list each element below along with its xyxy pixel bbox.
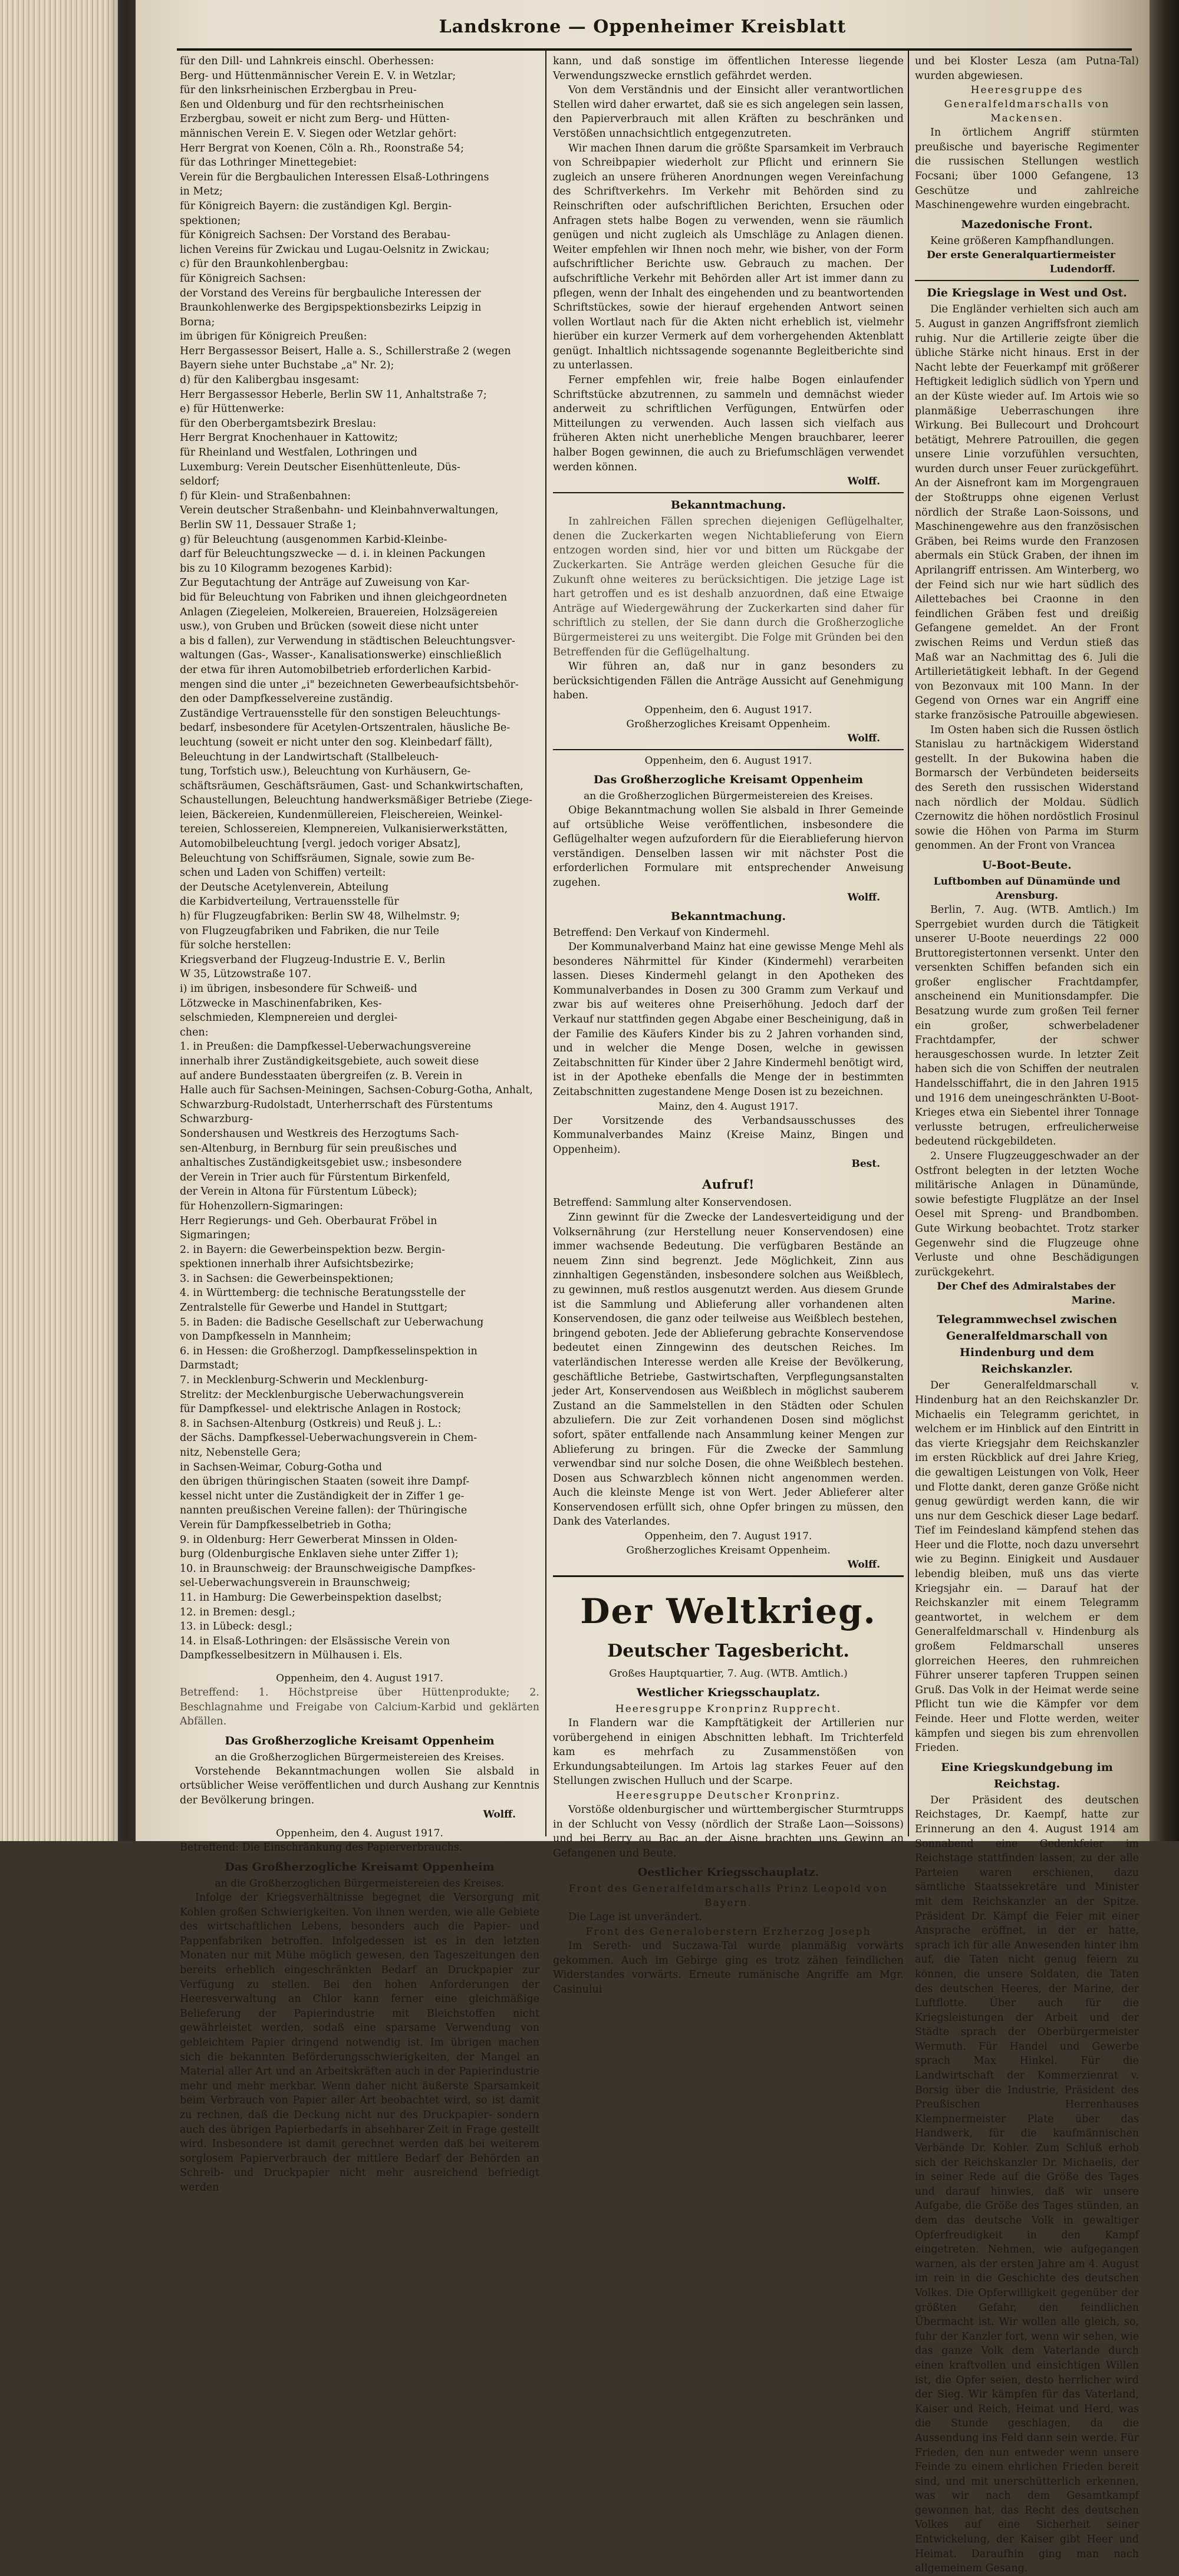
regulation-line: 11. in Hamburg: Die Gewerbeinspektion daselbst; xyxy=(180,1591,442,1604)
regulation-line: leuchtung (soweit er nicht unter den sog. Kleinbedarf fällt), xyxy=(180,736,493,748)
regulation-line: Beleuchtung in der Landwirtschaft (Stallbeleuch- xyxy=(180,751,439,763)
article-title: Telegrammwechsel zwischen Generalfeldmarschall von Hindenburg und dem Reichskanzler. xyxy=(937,1313,1117,1376)
regulation-line: selschmieden, Klempnereien und derglei- xyxy=(180,1012,398,1024)
regulation-line: für den Oberbergamtsbezirk Breslau: xyxy=(180,417,377,430)
paragraph: Von dem Verständnis und der Einsicht aller verantwortlichen Stellen wird daher erwartet, daß sie es sich angelegen sein lassen, den Papierverbrauch mit allen Kräften zu beschränken und Verstößen unnachsichtlich entgegenzutreten. xyxy=(553,84,904,140)
divider xyxy=(915,280,1139,281)
regulation-line: Verein für die Bergbaulichen Interessen Elsaß-Lothringens xyxy=(180,171,489,183)
regulation-line: tereien, Schlossereien, Klempnereien, Vulkanisierwerkstätten, xyxy=(180,823,508,836)
regulation-line: der Verein in Trier auch für Fürstentum Birkenfeld, xyxy=(180,1171,450,1183)
regulation-line: im übrigen für Königreich Preußen: xyxy=(180,331,367,343)
regulation-line: i) im übrigen, insbesondere für Schweiß- und xyxy=(180,983,417,995)
notice-title: Das Großherzogliche Kreisamt Oppenheim xyxy=(225,1861,495,1874)
regulation-line: der etwa für ihren Automobilbetrieb erforderlichen Karbid- xyxy=(180,664,491,676)
column-2 xyxy=(553,54,904,1996)
report-text: Keine größeren Kampfhandlungen. xyxy=(930,235,1114,247)
regulation-line: a bis d fallen), zur Verwendung in städtischen Beleuchtungsver- xyxy=(180,635,515,647)
divider xyxy=(553,749,904,750)
regulation-line: schen und Laden von Schiffen) verteilt: xyxy=(180,867,386,879)
front-title: Mazedonische Front. xyxy=(961,217,1093,231)
authority: Der Vorsitzende des Verbandsausschusses des Kommunalverbandes Mainz (Kreise Mainz, Bingen und Oppenheim). xyxy=(553,1114,904,1156)
divider xyxy=(553,1575,904,1577)
regulation-line: lichen Vereins für Zwickau und Lugau-Oelsnitz in Zwickau; xyxy=(180,243,490,256)
regulation-line: Darmstadt; xyxy=(180,1360,239,1372)
regulation-line: kessel nicht unter die Zuständigkeit der in Ziffer 1 ge- xyxy=(180,1490,465,1502)
front-title: Oestlicher Kriegsschauplatz. xyxy=(637,1866,819,1879)
article-text: Berlin, 7. Aug. (WTB. Amtlich.) Im Sperrgebiet wurden durch die Tätigkeit unserer U-Boote neuerdings 22 000 Bruttoregistertonnen versenkt. Unter den versenkten Schiffen befanden sich ein großer englischer Frachtdampfer, anscheinend ein Munitionsdampfer. Die Besatzung wurde zum großen Teil ferner ein großer, schwerbeladener Frachtdampfer, der schwer herausgeschossen wurde. In letzter Zeit haben sich die von Schiffen der neutralen Handelsschiffahrt, die in den Jahren 1915 und 1916 dem uneingeschränkten U-Boot-Krieges etwa ein Siebentel ihrer Tonnage verlusste betrugen, erfreulicherweise bedeutend rückgebildeten. xyxy=(915,903,1139,1148)
regulation-line: leien, Bäckereien, Kundenmüllereien, Fleischereien, Weinkel- xyxy=(180,809,503,821)
regulation-line: 3. in Sachsen: die Gewerbeinspektionen; xyxy=(180,1272,394,1285)
regulation-line: 8. in Sachsen-Altenburg (Ostkreis) und Reuß j. L.: xyxy=(180,1417,442,1430)
regulation-line: ßen und Oldenburg und für den rechtsrheinischen xyxy=(180,98,444,111)
regulation-line: Automobilbeleuchtung [vergl. jedoch voriger Absatz], xyxy=(180,838,461,850)
signature: Der erste Generalquartiermeister Ludendorff. xyxy=(926,249,1115,276)
regulation-line: W 35, Lützowstraße 107. xyxy=(180,968,311,981)
appeal-title: Aufruf! xyxy=(702,1177,755,1192)
regulation-line: die Karbidverteilung, Vertrauensstelle für xyxy=(180,896,399,908)
report-text: In örtlichem Angriff stürmten preußische und bayerische Regimenter die russischen Stellungen westlich Focsani; über 1000 Gefangene, 13 Geschütze und zahlreiche Maschinengewehre wurden eingebracht. xyxy=(915,127,1139,212)
regulation-line: 2. in Bayern: die Gewerbeinspektion bezw. Bergin- xyxy=(180,1244,446,1256)
regulation-line: Schwarzburg-Rudolstadt, Unterherrschaft des Fürstentums Schwarzburg- xyxy=(180,1099,493,1126)
report-text: Im Sereth- und Suczawa-Tal wurde planmäßig vorwärts gekommen. Auch im Gebirge ging es trotz zähen feindlichen Widerstandes vorwärts. Erneute rumänische Angriffe am Mgr. Casinului xyxy=(553,1940,904,1996)
paragraph: Ferner empfehlen wir, freie halbe Bogen einlaufender Schriftstücke abzutrennen, zu sammeln und demnächst wieder anderweit zu schriftlichen Verfügungen, Entwürfen oder Mitteilungen zu verwenden. Auch lassen sich vielfach aus früheren Akten nicht unerhebliche Mengen brauchbarer, leerer halber Bogen gewinnen, die auch zu Briefumschlägen verwendet werden können. xyxy=(553,374,904,473)
regulation-line: Herr Bergrat Knochenhauer in Kattowitz; xyxy=(180,432,399,444)
notice-recipients: an die Großherzoglichen Bürgermeistereien des Kreises. xyxy=(584,790,873,802)
notice-title: Das Großherzogliche Kreisamt Oppenheim xyxy=(225,1734,495,1747)
weltkrieg-heading: Der Weltkrieg. xyxy=(580,1591,877,1632)
appeal-text: Zinn gewinnt für die Zwecke der Landesverteidigung und der Volksernährung (zur Herstellung neuer Konservendosen) eine immer wachsende Bedeutung. Die verfügbaren Bestände an neuem Zinn sind begrenzt. Jede Möglichkeit, Zinn aus zinnhaltigen Gegenständen, insbesondere solchen aus Weißblech, zu gewinnen, muß restlos ausgenutzt werden. Aus diesem Grunde ist die Sammlung und Ablieferung aller vorhandenen alten Konservendosen, die ganz oder teilweise aus Weißblech bestehen, bringend geboten. Jede der Ablieferung gebrachte Konservendose bedeutet einen Zinngewinn des deutschen Reiches. Im vaterländischen Interesse werden alle Kreise der Bevölkerung, geschäftliche Betriebe, Gastwirtschaften, Verpflegungsanstalten jeder Art, Konservendosen aus Weißblech in möglichst sauberem Zustand an die Sammelstellen in den Städten oder Schulen abzuliefern. Die zur Zeit vorhandenen Dosen sind möglichst sofort, später entfallende nach Ansammlung keiner Mengen zur Ablieferung zu bringen. Für die Zwecke der Sammlung verwendbar sind nur solche Dosen, die ohne Weißblech bestehen. Dosen aus Schwarzblech können nicht angenommen werden. Auch die kleinste Menge ist von Wert. Jeder Ablieferer alter Konservendosen erfüllt sich, ohne Opfer bringen zu müssen, den Dank des Vaterlandes. xyxy=(553,1212,904,1528)
regulation-line: Verein deutscher Straßenbahn- und Kleinbahnverwaltungen, xyxy=(180,504,499,517)
regulation-line: für solche herstellen: xyxy=(180,939,291,952)
regulation-line: Beleuchtung von Schiffsräumen, Signale, sowie zum Be- xyxy=(180,852,475,865)
regulation-line: innerhalb ihrer Zuständigkeitsgebiete, auch soweit diese xyxy=(180,1055,479,1067)
regulation-line: darf für Beleuchtungszwecke — d. i. in kleinen Packungen xyxy=(180,548,486,560)
regulation-line: für den linksrheinischen Erzbergbau in Preu- xyxy=(180,84,417,97)
regulation-line: mengen sind die unter „i" bezeichneten Gewerbeaufsichtsbehör- xyxy=(180,678,519,691)
regulation-line: anhaltisches Zuständigkeitsgebiet usw.; insbesondere xyxy=(180,1157,462,1169)
column-rule-1 xyxy=(545,51,546,1836)
regulation-line: bis zu 10 Kilogramm bezogenes Karbid): xyxy=(180,562,393,575)
army-group: Front des Generaloberstern Erzherzog Joseph xyxy=(585,1926,871,1938)
regulation-line: 7. in Mecklenburg-Schwerin und Mecklenburg- xyxy=(180,1374,428,1387)
regulation-line: nannten preußischen Vereine fallen): der Thüringische xyxy=(180,1505,467,1517)
dateline: Mainz, den 4. August 1917. xyxy=(658,1100,799,1113)
notice-title: Das Großherzogliche Kreisamt Oppenheim xyxy=(593,773,864,786)
newspaper-page xyxy=(136,0,1150,2575)
regulation-line: bid für Beleuchtung von Fabriken und ihnen gleichgeordneten xyxy=(180,591,508,603)
regulation-line: Lötzwecke in Maschinenfabriken, Kes- xyxy=(180,997,382,1010)
notice-text: Vorstehende Bekanntmachungen wollen Sie alsbald in ortsüblicher Weise veröffentlichen und durch Aushang zur Kenntnis der Bevölkerung bringen. xyxy=(180,1765,539,1806)
regulation-line: 13. in Lübeck: desgl.; xyxy=(180,1621,292,1633)
regulation-line: nitz, Nebenstelle Gera; xyxy=(180,1447,301,1459)
signature: Der Chef des Admiralstabes der Marine. xyxy=(937,1281,1115,1307)
regulation-list xyxy=(180,54,539,1663)
article-text: 2. Unsere Flugzeuggeschwader an der Ostfront belegten in der letzten Woche militärische Anlagen in Dünamünde, sowie befestigte Flugplätze an der Insel Oesel mit Spreng- und Brandbomben. Gute Wirkung beobachtet. Trotz starker Gegenwehr sind die Flugzeuge ohne Verluste und ohne Beschädigungen zurückgekehrt. xyxy=(915,1150,1139,1278)
dateline: Oppenheim, den 6. August 1917. xyxy=(644,754,812,767)
regulation-line: Herr Regierungs- und Geh. Oberbaurat Fröbel in xyxy=(180,1215,437,1227)
regulation-line: bedarf, insbesondere für Acetylen-Ortszentralen, häusliche Be- xyxy=(180,722,511,734)
regulation-line: waltungen (Gas-, Wasser-, Kanalisationswerke) einschließlich xyxy=(180,649,502,662)
regulation-line: Sondershausen und Westkreis des Herzogtums Sach- xyxy=(180,1127,459,1140)
signature: Wolff. xyxy=(483,1809,516,1821)
regulation-line: Sigmaringen; xyxy=(180,1229,251,1242)
report-text: In Flandern war die Kampftätigkeit der Artillerien nur vorübergehend in einigen Abschnitten lebhaft. Im Trichterfeld kam es mehrfach zu Zusammenstößen von Erkundungsabteilungen. Im Artois lag starkes Feuer auf den Stellungen zwischen Hulluch und der Scarpe. xyxy=(553,1717,904,1787)
article-title: U-Boot-Beute. xyxy=(982,858,1072,872)
army-group: Heeresgruppe des Generalfeldmarschalls von Mackensen. xyxy=(944,84,1110,125)
regulation-line: sen-Altenburg, in Bernburg für sein preußisches und xyxy=(180,1142,457,1155)
regulation-line: von Flugzeugfabriken und Fabriken, die nur Teile xyxy=(180,925,440,937)
signature: Wolff. xyxy=(847,476,880,488)
signature: Wolff. xyxy=(847,732,880,744)
regulation-line: Berlin SW 11, Dessauer Straße 1; xyxy=(180,519,357,531)
announcement-text: Der Kommunalverband Mainz hat eine gewisse Menge Mehl als besonderes Nährmittel für Kinder (Kindermehl) verarbeiten lassen. Dieses Kindermehl gelangt in den Apotheken des Kommunalverbandes in Dosen zu 300 Gramm zum Verkauf und zwar bis auf weiteres ohne Preiserhöhung. Jedoch darf der Verkauf nur stattfinden gegen Abgabe einer Bescheinigung, daß in der Familie des Käufers Kinder bis zu 2 Jahren vorhanden sind, und in welcher die Menge Dosen, welche in gewissen Zeitabschnitten für Kinder über 2 Jahre Kindermehl benötigt wird, ist in der Apotheke ebenfalls die Menge der in bestimmten Zeitabschnitten zugestandene Menge Dosen ist zu bezeichnen. xyxy=(553,941,904,1099)
regulation-line: spektionen innerhalb ihrer Aufsichtsbezirke; xyxy=(180,1258,414,1271)
tagesbericht-heading: Deutscher Tagesbericht. xyxy=(607,1641,849,1662)
announcement-title: Bekanntmachung. xyxy=(670,909,786,923)
masthead-rule xyxy=(177,48,1132,51)
regulation-line: Braunkohlenwerke des Bergipspektionsbezirks Leipzig in xyxy=(180,302,482,314)
regulation-line: 10. in Braunschweig: der Braunschweigische Dampfkes- xyxy=(180,1562,476,1575)
article-title: Eine Kriegskundgebung im Reichstag. xyxy=(941,1760,1113,1790)
regulation-line: 5. in Baden: die Badische Gesellschaft zur Ueberwachung xyxy=(180,1316,484,1328)
authority: Großherzogliches Kreisamt Oppenheim. xyxy=(626,1545,831,1557)
regulation-line: Zentralstelle für Gewerbe und Handel in Stuttgart; xyxy=(180,1302,448,1314)
subject-line: Betreffend: Sammlung alter Konservendosen. xyxy=(553,1197,792,1209)
regulation-line: der Deutsche Acetylenverein, Abteilung xyxy=(180,881,389,893)
regulation-line: der Vorstand des Vereins für bergbauliche Interessen der xyxy=(180,287,481,299)
regulation-line: den übrigen thüringischen Staaten (soweit ihre Dampf- xyxy=(180,1476,470,1488)
signature: Wolff. xyxy=(847,891,880,903)
regulation-line: auf andere Bundesstaaten übergreifen (z. B. Verein in xyxy=(180,1070,463,1082)
report-text: Vorstöße oldenburgischer und württembergischer Sturmtrupps in der Schlucht von Vessy (nördlich der Straße Laon—Soissons) und bei Berry au Bac an der Aisne brachten uns Gewinn an Gefangenen und Beute. xyxy=(553,1804,904,1859)
regulation-line: tung, Torfstich usw.), Beleuchtung von Kurhäusern, Ge- xyxy=(180,766,471,778)
book-fore-edge xyxy=(0,0,118,1841)
regulation-line: usw.), von Gruben und Brücken (soweit diese nicht unter xyxy=(180,621,479,633)
regulation-line: Schaustellungen, Beleuchtung handwerksmäßiger Betriebe (Ziege- xyxy=(180,794,533,807)
regulation-line: in Metz; xyxy=(180,186,223,198)
regulation-line: für Dampfkessel- und elektrische Anlagen in Rostock; xyxy=(180,1403,462,1416)
dateline: Oppenheim, den 4. August 1917. xyxy=(276,1672,443,1684)
regulation-line: Zur Begutachtung der Anträge auf Zuweisung von Kar- xyxy=(180,577,470,589)
regulation-line: der Sächs. Dampfkessel-Ueberwachungsverein in Chem- xyxy=(180,1432,477,1444)
article-subtitle: Luftbomben auf Dünamünde und Arensburg. xyxy=(933,875,1121,902)
regulation-line: chen: xyxy=(180,1026,209,1038)
regulation-line: der Verein in Altona für Fürstentum Lübeck); xyxy=(180,1186,417,1198)
regulation-line: Zuständige Vertrauensstelle für den sonstigen Beleuchtungs- xyxy=(180,707,501,720)
regulation-line: schäftsräumen, Geschäftsräumen, Gast- und Schankwirtschaften, xyxy=(180,780,523,792)
regulation-line: Borna; xyxy=(180,316,215,328)
regulation-line: Anlagen (Ziegeleien, Molkereien, Brauereien, Holzsägereien xyxy=(180,606,498,618)
notice-recipients: an die Großherzoglichen Bürgermeistereien des Kreises. xyxy=(215,1751,505,1763)
regulation-line: f) für Klein- und Straßenbahnen: xyxy=(180,490,351,502)
regulation-line: c) für den Braunkohlenbergbau: xyxy=(180,258,349,271)
regulation-line: für Rheinland und Westfalen, Lothringen und xyxy=(180,447,417,459)
regulation-line: sel-Ueberwachungsverein in Braunschweig; xyxy=(180,1577,411,1589)
article-text: Der Präsident des deutschen Reichstages, Dr. Kaempf, hatte zur Erinnerung an den 4. August 1914 am Sonnabend eine Gedenkfeier im Reichstage stattfinden lassen, zu der alle Parteien waren erschienen, dazu sämtliche Staatssekretäre und Minister mit dem Reichskanzler an der Spitze. Präsident Dr. Kämpf die Feier mit einer Ansprache eröffnet, in der er hatte, sprach ich für alle Anwesenden hinter ihm auf, die Taten nicht genug feiern zu können, die unsere Soldaten, die Taten des deutschen Heeres, der Marine, der Luftflotte. Über auch für die Kriegsleistungen der Arbeit und der Städte sprach der Oberbürgermeister Wermuth. Für Handel und Gewerbe sprach Max Hinkel. Für die Landwirtschaft der Kommerzienrat v. Borsig über die Industrie, Präsident des Preußischen Herrenhauses Klempnermeister Plate über das Handwerk, für die kaufmännischen Verbände Dr. Kohler. Zum Schluß erhob sich der Reichskanzler Dr. Michaelis, der in seiner Rede auf die Größe des Tages und darauf hinwies, daß wir unsere Aufgabe, die Größe des Tages stünden, an dem das deutsche Volk in gewaltiger Opferfreudigkeit in den Kampf eingetreten. Nehmen, wie aufgegangen warnen, als der ersten Jahre am 4. August im rein in die Geschichte des deutschen Volkes. Die Opferwilligkeit gegenüber der größten Gefahr, den feindlichen Übermacht ist. Wir wollen alle gleich, so, fuhr der Kanzler fort, wenn wir sehen, wie das ganze Volk dem Vaterlande durch einen kraftvollen und einsichtigen Willen ist, die Opfer seien, desto herrlicher wird der Sieg. Wir kämpfen für das Vaterland, Kaiser und Reich, Heimat und Herd, was die Stunde geschlagen, da die Aussendung ins Feld dann sein werde. Für Frieden, den nun entweder wenn unsere Feinde zu einem ehrlichen Frieden bereit sind, und mit unerschütterlich erkennen, was wir nach dem Gesamtkampf gewonnen hat, das Recht des deutschen Volkes auf eine Sicherheit seiner Entwickelung, der Kaiser gibt Heer und Heimat. Daraufhin ging man nach allgemeinem Gesang. xyxy=(915,1794,1139,2575)
regulation-line: in Sachsen-Weimar, Coburg-Gotha und xyxy=(180,1461,383,1473)
regulation-line: Dampfkesselbesitzern in Mülhausen i. Els. xyxy=(180,1650,403,1662)
regulation-line: Kriegsverband der Flugzeug-Industrie E. V., Berlin xyxy=(180,954,446,966)
article-text: Im Osten haben sich die Russen östlich Stanislau zu hartnäckigem Widerstand gestellt. In der Bukowina haben die Bormarsch der Verbündeten beiderseits des Sereth den russischen Widerstand nach nördlich der Moldau. Südlich Czernowitz die höhen nordöstlich Frosinul sowie die Höhen von Parma im Sturm genommen. An der Front von Vrancea xyxy=(915,724,1139,852)
regulation-line: Luxemburg: Verein Deutscher Eisenhüttenleute, Düs- xyxy=(180,461,460,473)
divider xyxy=(553,492,904,493)
regulation-line: den oder Dampfkesselvereine zuständig. xyxy=(180,693,393,705)
regulation-line: Herr Bergassessor Beisert, Halle a. S., Schillerstraße 2 (wegen xyxy=(180,345,511,357)
column-1 xyxy=(180,54,539,2194)
army-group: Heeresgruppe Kronprinz Rupprecht. xyxy=(615,1703,842,1716)
regulation-line: von Dampfkesseln in Mannheim; xyxy=(180,1331,351,1343)
regulation-line: g) für Beleuchtung (ausgenommen Karbid-Kleinbe- xyxy=(180,533,447,546)
regulation-line: Herr Bergassessor Heberle, Berlin SW 11, Anhaltstraße 7; xyxy=(180,388,487,401)
column-rule-2 xyxy=(908,51,909,1836)
dateline: Großes Hauptquartier, 7. Aug. (WTB. Amtlich.) xyxy=(609,1668,848,1680)
article-title: Die Kriegslage in West und Ost. xyxy=(927,286,1127,300)
regulation-line: Herr Bergrat von Koenen, Cöln a. Rh., Roonstraße 54; xyxy=(180,142,465,154)
paragraph: Wir machen Ihnen darum die größte Sparsamkeit im Verbrauch von Schreibpapier wiederholt zur Pflicht und erinnern Sie zugleich an unsere früheren Anordnungen wegen Vereinfachung des Schriftverkehrs. Im Verkehr mit Behörden sind zu Reinschriften oder aufschriftlichen Berichten, Ersuchen oder Anfragen stets halbe Bogen zu verwenden, wenn sie räumlich genügen und nicht zugleich als Umschläge zu Anlagen dienen. Weiter empfehlen wir Ihnen noch mehr, wie bisher, von der Form aufschriftlicher Berichte usw. Gebrauch zu machen. Der aufschriftliche Verkehr mit Behörden aller Art ist immer dann zu pflegen, wenn der Inhalt des eingehenden und zu beantwortenden Schriftstückes, sowie der hierauf ergehenden Antwort seinen vollen Wortlaut nach für die Akten nicht erheblich ist, vielmehr hierüber ein kurzer Vermerk auf dem vorhergehenden Aktenblatt genügt. Inhaltlich nichtssagende sogenannte Begleitberichte sind zu unterlassen. xyxy=(553,142,904,372)
authority: Großherzogliches Kreisamt Oppenheim. xyxy=(626,718,831,730)
signature: Best. xyxy=(851,1158,880,1170)
announcement-text: In zahlreichen Fällen sprechen diejenigen Geflügelhalter, denen die Zuckerkarten wegen Nichtablieferung von Eiern entzogen worden sind, hier vor und bitten um Rückgabe der Zuckerkarten. Sie Anträge werden gleichen Gesuche für die Zukunft ohne weiteres zu berücksichtigen. Die jetzige Lage ist hart getroffen und es ist deshalb anzuordnen, daß eine Etwaige Anträge auf Wiedergewährung der Zuckerkarten sind daher für schriftlich zu stellen, der Sie dann durch die Großherzogliche Bürgermeisterei zu uns weitergibt. Die Folge mit Gründen bei den Betreffenden für die Geflügelhaltung. xyxy=(553,516,904,658)
report-text: und bei Kloster Lesza (am Putna-Tal) wurden abgewiesen. xyxy=(915,55,1139,82)
regulation-line: 4. in Württemberg: die technische Beratungsstelle der xyxy=(180,1287,466,1299)
notice-recipients: an die Großherzoglichen Bürgermeistereien des Kreises. xyxy=(215,1878,505,1890)
signature: Wolff. xyxy=(847,1559,880,1571)
regulation-line: für das Lothringer Minettegebiet: xyxy=(180,157,357,169)
army-group: Heeresgruppe Deutscher Kronprinz. xyxy=(615,1790,841,1802)
regulation-line: für Königreich Sachsen: xyxy=(180,272,306,285)
masthead: Landskrone — Oppenheimer Kreisblatt xyxy=(439,17,847,37)
regulation-line: e) für Hüttenwerke: xyxy=(180,403,285,415)
regulation-line: seldorf; xyxy=(180,476,220,488)
regulation-line: Erzbergbau, soweit er nicht zum Berg- und Hütten- xyxy=(180,113,450,126)
paper-notice-continued: kann, und daß sonstige im öffentlichen Interesse liegende Verwendungszwecke ernstlich gefährdet werden. xyxy=(553,55,904,82)
regulation-line: 1. in Preußen: die Dampfkessel-Ueberwachungsvereine xyxy=(180,1041,471,1053)
regulation-line: für Königreich Bayern: die zuständigen Kgl. Bergin- xyxy=(180,200,452,212)
regulation-line: burg (Oldenburgische Enklaven siehe unter Ziffer 1); xyxy=(180,1548,459,1561)
column-3 xyxy=(915,54,1139,2575)
regulation-line: Bayern siehe unter Buchstabe „a" Nr. 2); xyxy=(180,359,394,372)
regulation-line: 12. in Bremen: desgl.; xyxy=(180,1606,295,1618)
regulation-line: 9. in Oldenburg: Herr Gewerberat Minssen in Olden- xyxy=(180,1533,457,1546)
regulation-line: Berg- und Hüttenmännischer Verein E. V. in Wetzlar; xyxy=(180,70,456,82)
dateline: Oppenheim, den 7. August 1917. xyxy=(644,1531,812,1543)
regulation-line: spektionen; xyxy=(180,215,241,227)
regulation-line: männischen Verein E. V. Siegen oder Wetzlar gehört: xyxy=(180,127,457,140)
subject-line: Betreffend: 1. Höchstpreise über Hüttenprodukte; 2. Beschlagnahme und Freigabe von Calcium-Karbid und geklärten Abfällen. xyxy=(180,1686,539,1728)
front-title: Westlicher Kriegsschauplatz. xyxy=(637,1686,820,1700)
regulation-line: Verein für Dampfkesselbetrieb in Gotha; xyxy=(180,1519,392,1531)
regulation-line: Halle auch für Sachsen-Meiningen, Sachsen-Coburg-Gotha, Anhalt, xyxy=(180,1084,533,1097)
regulation-line: d) für den Kalibergbau insgesamt: xyxy=(180,374,360,387)
announcement-title: Bekanntmachung. xyxy=(670,499,786,512)
regulation-line: für Königreich Sachsen: Der Vorstand des Berabau- xyxy=(180,229,451,242)
subject-line: Betreffend: Den Verkauf von Kindermehl. xyxy=(553,926,770,939)
report-text: Die Lage ist unverändert. xyxy=(568,1911,703,1924)
regulation-line: Strelitz: der Mecklenburgische Ueberwachungsverein xyxy=(180,1388,464,1401)
regulation-line: für Hohenzollern-Sigmaringen: xyxy=(180,1200,344,1212)
army-group: Front des Generalfeldmarschalls Prinz Leopold von Bayern. xyxy=(568,1883,888,1909)
paper-notice-text: Infolge der Kriegsverhältnisse begegnet die Versorgung mit Kohlen großen Schwierigkeiten. Von ihnen werden, wie alle Gebiete des wirtschaftlichen Lebens, besonders auch die Papier- und Pappenfabriken betroffen. Infolgedessen ist es in den letzten Monaten nur mit Mühe möglich gewesen, den Tageszeitungen den bereits erheblich eingeschränkten Bedarf an Druckpapier zur Verfügung zu stellen. Bei den hohen Anforderungen der Heeresverwaltung an Chlor kann ferner eine gleichmäßige Belieferung der Papierindustrie mit Bleichstoffen nicht gewährleistet werden, sodaß eine sparsame Verwendung von gebleichtem Papier dringend notwendig ist. Im übrigen machen sich die bekannten Beförderungsschwierigkeiten, der Mangel an Material aller Art und an Arbeitskräften auch in der Papierindustrie mehr und mehr merkbar. Wenn daher nicht äußerste Sparsamkeit beim Verbrauch von Papier aller Art beobachtet wird, so ist damit zu rechnen, daß die Deckung nicht nur des Druckpapier- sondern auch des übrigen Papierbedarfs in absehbarer Zeit in Frage gestellt wird. Insbesondere ist damit gerechnet werden daß bei weiterem sorglosem Papierverbrauch der mittlere Bedarf der Behörden an Schreib- und Druckpapier nicht mehr ausreichend befriedigt werden xyxy=(180,1892,539,2194)
regulation-line: 14. in Elsaß-Lothringen: der Elsässische Verein von xyxy=(180,1635,450,1647)
dateline: Oppenheim, den 6. August 1917. xyxy=(644,704,812,716)
dateline: Oppenheim, den 4. August 1917. xyxy=(276,1828,443,1840)
notice-text: Obige Bekanntmachung wollen Sie alsbald in Ihrer Gemeinde auf ortsübliche Weise veröffentlichen, insbesondere die Geflügelhalter wegen aufzufordern für die Eierablieferung hiervon verständigen. Denselben lassen wir mit nächster Post die erforderlichen Formulare mit entsprechender Anweisung zugehen. xyxy=(553,804,904,889)
regulation-line: für den Dill- und Lahnkreis einschl. Oberhessen: xyxy=(180,55,434,67)
regulation-line: 6. in Hessen: die Großherzogl. Dampfkesselinspektion in xyxy=(180,1345,477,1357)
regulation-line: h) für Flugzeugfabriken: Berlin SW 48, Wilhelmstr. 9; xyxy=(180,911,460,923)
announcement-text: Wir führen an, daß nur in ganz besonders zu berücksichtigenden Fällen die Anträge Aussicht auf Genehmigung haben. xyxy=(553,661,904,702)
article-text: Die Engländer verhielten sich auch am 5. August in ganzen Angriffsfront ziemlich ruhig. Nur die Artillerie zeigte über die übliche Stärke nicht hinaus. Erst in der Nacht lebte der Feuerkampf mit größerer Heftigkeit lediglich südlich von Ypern und an der Küste wieder auf. Im Artois wie so planmäßige Ueberraschungen ihre Wirkung. Bei Bullecourt und Drohcourt betätigt, Mehrere Patrouillen, die gegen unsere Linie vorzufühlen versuchten, wurden durch unser Feuer zurückgeführt. An der Aisnefront kam im Morgengrauen der Stoßtrupps ohne eigenen Verlust nördlich der Straße Laon-Soissons, und Maschinengewehre aus den französischen Gräben, bei Reims wurde den Franzosen abermals ein Stück Graben, der ihnen im Aprilangriff entrissen. Am Winterberg, wo der Feind sich nur wie hart südlich des Ailettebaches bei Craonne in den feindlichen Gräben fest und dreißig Gefangene gemeldet. An der Front zwischen Reims und Verdun stieß das Maß war an Nachmittag des 6. Juli die Artillerietätigkeit lebhaft. In der Gegend von Bezonvaux mit 100 Mann. In der Gegend von Ornes war ein Angriff eine starke französische Patrouille abgewiesen. xyxy=(915,304,1139,721)
article-text: Der Generalfeldmarschall v. Hindenburg hat an den Reichskanzler Dr. Michaelis ein Telegramm gerichtet, in welchem er im Hinblick auf den Eintritt in das vierte Kriegsjahr dem Reichskanzler im ersten Rückblick auf drei Jahre Krieg, die gewaltigen Leistungen von Volk, Heer und Flotte dankt, deren ganze Größe nicht genug gewürdigt werden kann, die wir uns nur dem Geschick dieser Lage bedarf. Tief im Feindesland kämpfend stehen das Heer und die Flotte, noch dazu unversehrt wie zu Beginn. Einigkeit und Ausdauer lebendig bleiben, muß uns das vierte Kriegsjahr ein. — Darauf hat der Reichskanzler mit einem Telegramm geantwortet, in welchem er dem Generalfeldmarschall v. Hindenburg als großem Feldmarschall unseres glorreichen Heeres, den ruhmreichen Führer unserer tapferen Truppen seinen Gruß. Das Volk in der Heimat werde seine Pflicht tun wie die Kämpfer vor dem Feinde. Heer und Flotte werden, weiter kämpfen und siegen bis zum ehrenvollen Frieden. xyxy=(915,1380,1139,1754)
subject-line: Betreffend: Die Einschränkung des Papierverbrauchs. xyxy=(180,1842,463,1854)
